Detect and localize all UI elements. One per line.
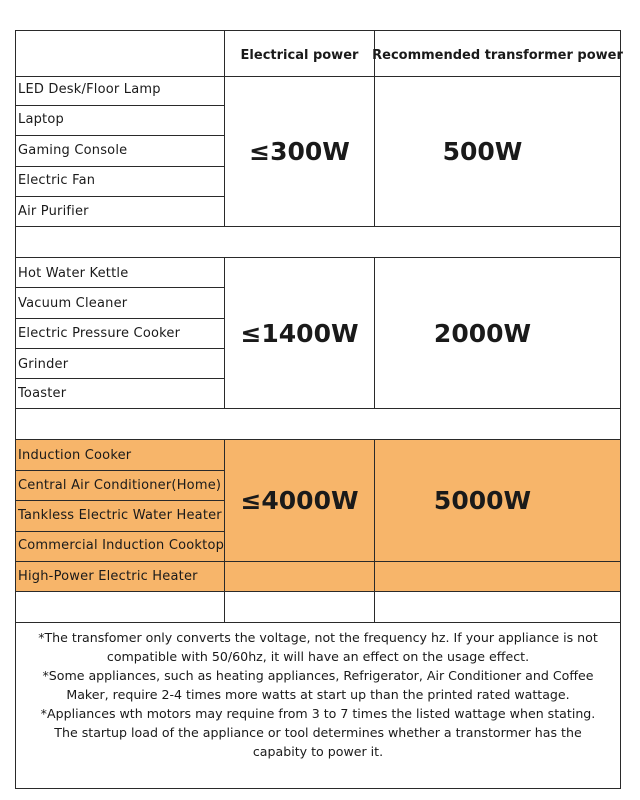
row-divider [15,408,621,409]
electrical-power-value: ≤4000W [240,486,359,515]
item-divider [15,105,225,106]
appliance-item: Air Purifier [18,204,89,219]
appliance-item: High-Power Electric Heater [18,569,198,584]
electrical-power-value: ≤300W [249,137,350,166]
footnote-line: *Appliances wth motors may requine from 3 to 7 times the listed wattage when stating. [40,706,596,721]
appliance-item: Induction Cooker [18,448,132,463]
footnote-line: compatible with 50/60hz, it will have an effect on the usage effect. [106,649,530,664]
recommended-power-value: 2000W [433,318,532,348]
row-divider [15,561,621,562]
appliance-item: Grinder [18,357,69,372]
appliance-item: Commercial Induction Cooktop [18,538,225,553]
appliance-item: Gaming Console [18,143,128,158]
footnote-line: capabity to power it. [252,744,384,759]
header-recommended-power: Recommended transformer power [372,47,623,63]
appliance-item: Laptop [18,112,64,127]
row-divider [15,622,621,623]
item-divider [15,378,225,379]
appliance-item: Toaster [18,386,67,401]
appliance-item: Electric Fan [18,173,96,188]
item-divider [15,500,225,501]
header-electrical-power: Electrical power [240,47,359,63]
item-divider [15,531,225,532]
row-divider [15,226,621,227]
appliance-item: Vacuum Cleaner [18,296,128,311]
item-divider [15,196,225,197]
footnote-line: *The transfomer only converts the voltage, not the frequency hz. If your appliance is not [38,630,598,645]
footnote-line: Maker, require 2-4 times more watts at start up than the printed rated wattage. [66,687,570,702]
item-divider [15,348,225,349]
appliance-item: LED Desk/Floor Lamp [18,82,161,97]
appliance-item: Hot Water Kettle [18,266,129,281]
recommended-power-value: 5000W [433,486,532,515]
row-divider [15,591,621,592]
item-divider [15,287,225,288]
footnote-block [16,628,620,761]
item-divider [15,135,225,136]
item-divider [15,166,225,167]
appliance-item: Tankless Electric Water Heater [18,508,222,523]
item-divider [15,470,225,471]
item-divider [15,318,225,319]
electrical-power-value: ≤1400W [240,318,359,348]
recommended-power-value: 500W [442,137,523,166]
footnote-line: The startup load of the appliance or tool determines whether a transtormer has the [54,725,582,740]
appliance-item: Central Air Conditioner(Home) [18,478,222,493]
footnote-line: *Some appliances, such as heating appliances, Refrigerator, Air Conditioner and Coffee [42,668,594,683]
appliance-item: Electric Pressure Cooker [18,326,181,341]
